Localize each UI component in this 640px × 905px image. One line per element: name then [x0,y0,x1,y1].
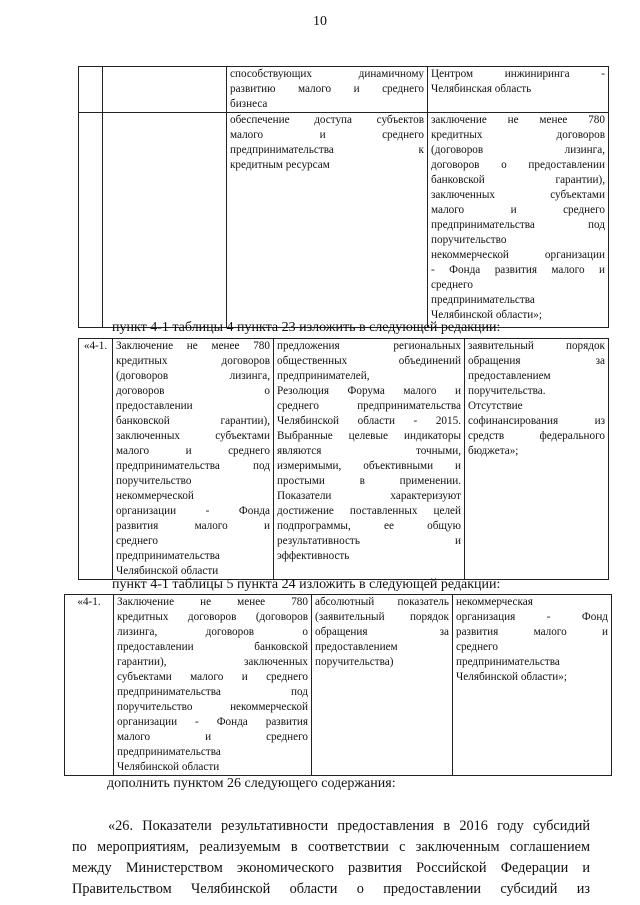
cell-text-line: поручительство [431,234,507,246]
cell-text-line: эффективность [277,550,350,562]
cell-text-line: заключение не менее 780 [431,114,605,126]
cell-text-line: предпринимательства под [117,686,308,698]
cell-text-line: способствующих динамичному [230,68,424,80]
cell-text-line: Челябинской области»; [456,671,567,683]
cell-text-line: Челябинской области»; [431,309,542,321]
cell-text-line: малого и среднего [431,204,605,216]
cell-text-line: договоров о [116,385,270,397]
cell-text-line: Заключение не менее 780 [116,340,270,352]
cell-text-line: абсолютный показатель [315,596,449,608]
cell-text-line: предоставлении [116,400,193,412]
cell-text-line: Центром инжиниринга - [431,68,605,80]
text-line: по мероприятиям, реализуемым в соответствии с заключенным соглашением [72,839,590,855]
table-cell [103,67,227,113]
cell-text-line: обращения за [315,626,449,638]
cell-text-line: поручительство некоммерческой [117,701,308,713]
cell-text-line: - Фонда развития малого и [431,264,605,276]
text-line: между Министерством экономического развития Российской Федерации и [72,860,590,876]
table-cell [312,595,453,776]
cell-text-line: подпрограммы, ее общую [277,520,461,532]
cell-text-line: достижение поставленных целей [277,505,461,517]
table-cell-number: «4-1. [65,595,114,776]
cell-text-line: предпринимательства [456,656,560,668]
cell-text-line: кредитным ресурсам [230,159,330,171]
cell-text-line: предпринимательства [431,294,535,306]
cell-text-line: предпринимателей, [277,370,370,382]
cell-text-line: среднего [116,535,158,547]
table-row [79,339,609,580]
cell-text-line: (договоров лизинга, [116,370,270,382]
table-row [79,67,609,113]
cell-text-line: предпринимательства [117,746,221,758]
cell-text-line: Выбранные целевые индикаторы [277,430,461,442]
table-cell [114,595,312,776]
cell-text-line: Заключение не менее 780 [117,596,308,608]
cell-text-line: организации - Фонда [116,505,270,517]
cell-text-line: кредитных договоров (договоров [117,611,308,623]
cell-text-line: предоставлении банковской [117,641,308,653]
cell-text-line: простыми в применении. [277,475,461,487]
cell-text-line: Отсутствие [468,400,523,412]
cell-text-line: организация - Фонд [456,611,608,623]
cell-text-line: предложения региональных [277,340,461,352]
cell-text-line: гарантии), заключенных [117,656,308,668]
cell-text-line: Резолюция Форума малого и [277,385,461,397]
cell-text-line: развития малого и [456,626,608,638]
cell-text-line: (заявительный порядок [315,611,449,623]
table-5-row [64,594,612,776]
table-cell-number: «4-1. [79,339,113,580]
cell-text-line: Челябинской области [117,761,220,773]
cell-text-line: субъектами малого и среднего [117,671,308,683]
cell-text-line: предпринимательства под [431,219,605,231]
cell-text-line: (договоров лизинга, [431,144,605,156]
table-cell [79,113,103,328]
table-cell [274,339,465,580]
text-line: «26. Показатели результативности предоставления в 2016 году субсидий [108,818,590,834]
cell-text-line: банковской гарантии), [431,174,605,186]
cell-text-line: малого и среднего [230,129,424,141]
cell-text-line: предоставлением [468,370,551,382]
cell-text-line: предоставлением [315,641,398,653]
table-cell [227,113,428,328]
cell-text-line: средств федерального [468,430,605,442]
cell-text-line: заключенных субъектами [431,189,605,201]
cell-text-line: поручительство [116,475,192,487]
cell-text-line: Челябинская область [431,83,532,95]
table-cell [465,339,609,580]
cell-text-line: софинансирования из [468,415,605,427]
paragraph-26 [72,816,590,900]
cell-text-line: некоммерческой организации [431,249,605,261]
cell-text-line: обращения за [468,355,605,367]
cell-text-line: среднего [456,641,498,653]
cell-text-line: малого и среднего [117,731,308,743]
cell-text-line: предпринимательства к [230,144,424,156]
table-cell [428,67,609,113]
heading-table5: пункт 4-1 таблицы 5 пункта 24 изложить в следующей редакции: [112,577,501,592]
table-4-row [78,338,609,580]
cell-text-line: предпринимательства [116,550,220,562]
table-cell [428,113,609,328]
table-cell [453,595,612,776]
cell-text-line: предпринимательства под [116,460,270,472]
cell-text-line: кредитных договоров [431,129,605,141]
cell-text-line: бюджета»; [468,445,519,457]
table-continuation [78,66,609,328]
cell-text-line: развития малого и [116,520,270,532]
cell-text-line: поручительства. [468,385,546,397]
table-row [65,595,612,776]
table-cell [79,67,103,113]
cell-text-line: среднего предпринимательства [277,400,461,412]
heading-point26: дополнить пунктом 26 следующего содержания: [107,776,396,791]
table-cell [113,339,274,580]
cell-text-line: общественных объединений [277,355,461,367]
table-row [79,113,609,328]
page-number: 10 [313,14,327,29]
cell-text-line: Челябинской области [116,565,219,577]
table-cell [103,113,227,328]
cell-text-line: Показатели характеризуют [277,490,461,502]
table-cell [227,67,428,113]
cell-text-line: организации - Фонда развития [117,716,308,728]
text-line: Правительством Челябинской области о предоставлении субсидий из [72,881,590,897]
cell-text-line: некоммерческой [116,490,194,502]
cell-text-line: Челябинской области - 2015. [277,415,461,427]
cell-text-line: банковской гарантии), [116,415,270,427]
heading-table4: пункт 4-1 таблицы 4 пункта 23 изложить в следующей редакции: [112,320,501,335]
cell-text-line: развитию малого и среднего [230,83,424,95]
cell-text-line: некоммерческая [456,596,533,608]
cell-text-line: малого и среднего [116,445,270,457]
cell-text-line: среднего [431,279,473,291]
cell-text-line: являются точными, [277,445,461,457]
cell-text-line: поручительства) [315,656,394,668]
cell-text-line: бизнеса [230,98,268,110]
cell-text-line: результативность и [277,535,461,547]
cell-text-line: кредитных договоров [116,355,270,367]
cell-text-line: заявительный порядок [468,340,605,352]
cell-text-line: заключенных субъектами [116,430,270,442]
cell-text-line: договоров о предоставлении [431,159,605,171]
cell-text-line: обеспечение доступа субъектов [230,114,424,126]
cell-text-line: измеримыми, объективными и [277,460,461,472]
cell-text-line: лизинга, договоров о [117,626,308,638]
